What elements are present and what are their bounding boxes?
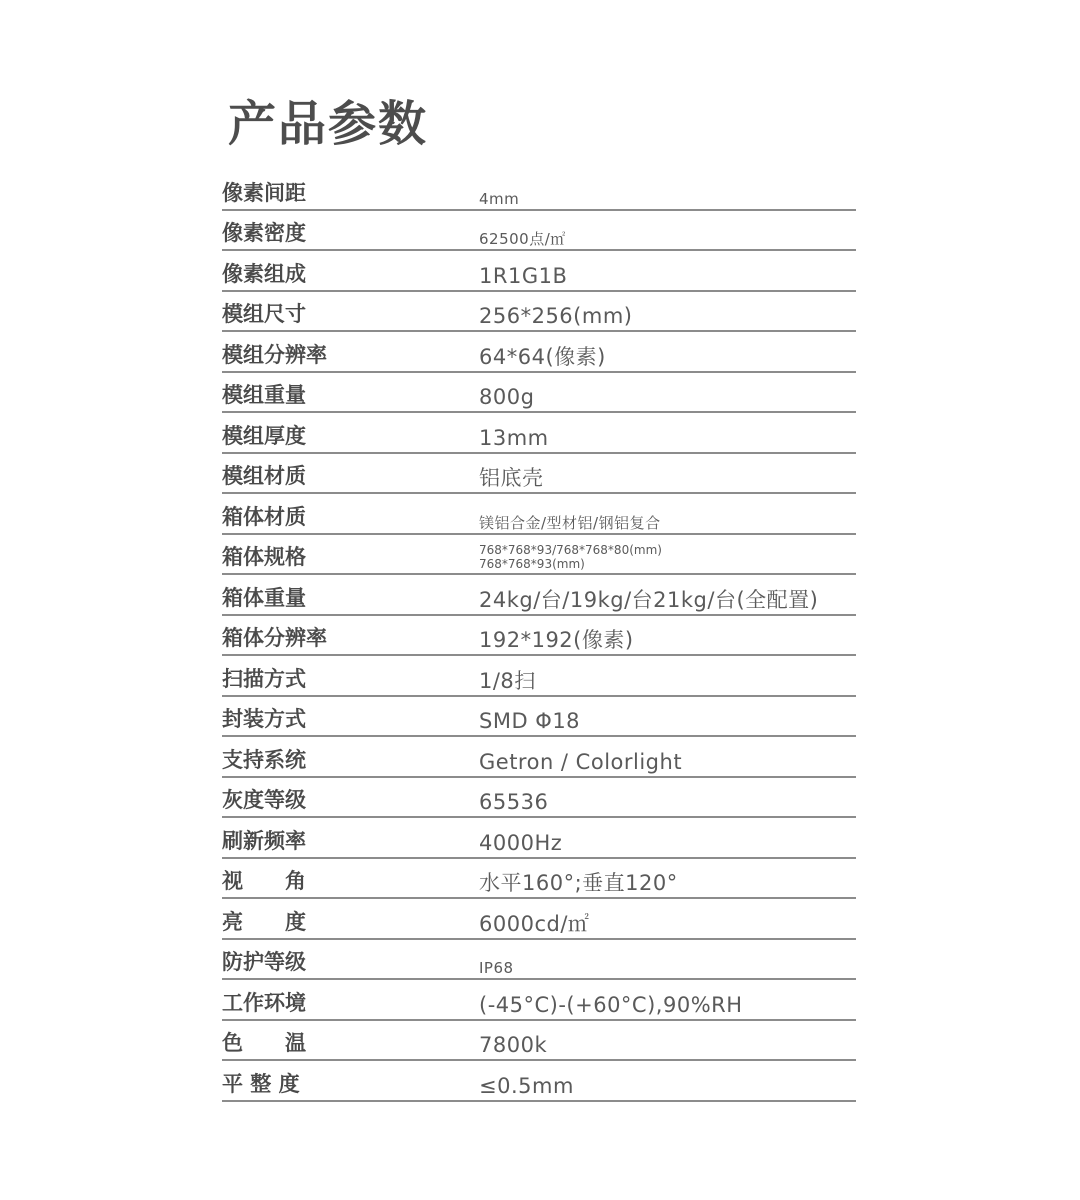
spec-row-cabinet-resolution [222,616,856,657]
spec-value: 4000Hz [479,830,563,855]
spec-label: 视 角 [222,869,306,893]
spec-row-module-resolution [222,332,856,373]
spec-label: 像素组成 [222,261,306,286]
spec-value: SMD Φ18 [479,709,581,733]
spec-value: 800g [479,385,535,409]
spec-label: 模组重量 [222,383,306,407]
spec-value: 7800k [479,1033,548,1057]
spec-value: 4mm [479,189,520,208]
spec-row-pixel-density [222,211,856,252]
spec-row-viewing-angle [222,859,856,900]
spec-label: 像素间距 [222,180,306,205]
spec-value: Getron / Colorlight [479,749,683,774]
spec-value: (-45°C)-(+60°C),90%RH [479,992,743,1017]
spec-row-cabinet-weight [222,575,856,616]
spec-label: 色 温 [222,1031,306,1055]
spec-row-refresh-rate [222,818,856,859]
spec-value: 1/8扫 [479,668,536,693]
spec-label: 平 整 度 [222,1071,300,1096]
spec-label: 模组尺寸 [222,302,306,326]
spec-label: 扫描方式 [222,666,306,691]
spec-label: 灰度等级 [222,788,306,812]
spec-row-module-thickness [222,413,856,454]
spec-row-package [222,697,856,738]
spec-label: 箱体分辨率 [222,626,327,650]
spec-row-protection [222,940,856,981]
spec-row-module-size [222,292,856,333]
spec-row-cabinet-spec [222,535,856,576]
spec-value: 镁铝合金/型材铝/钢铝复合 [479,513,661,532]
spec-value [479,543,662,571]
spec-value: 64*64(像素) [479,344,606,369]
spec-label: 工作环境 [222,990,306,1015]
spec-row-brightness [222,899,856,940]
spec-row-color-temp [222,1021,856,1062]
spec-row-module-weight [222,373,856,414]
spec-value: 65536 [479,790,549,814]
spec-label: 箱体规格 [222,545,306,569]
spec-label: 支持系统 [222,747,306,772]
spec-row-scan-mode [222,656,856,697]
spec-label: 模组厚度 [222,423,306,448]
spec-value-line: 768*768*93(mm) [479,557,585,571]
spec-row-module-material [222,454,856,495]
spec-value: 水平160°;垂直120° [479,871,678,895]
spec-value: 256*256(mm) [479,304,633,328]
spec-row-gray-level [222,778,856,819]
spec-label: 模组材质 [222,464,306,488]
spec-row-flatness [222,1061,856,1102]
spec-value: 62500点/㎡ [479,230,566,248]
spec-table [222,170,856,1102]
spec-value: 1R1G1B [479,263,568,288]
page-title: 产品参数 [228,96,429,152]
spec-label: 封装方式 [222,707,306,731]
spec-label: 像素密度 [222,221,306,245]
spec-value: 24kg/台/19kg/台21kg/台(全配置) [479,587,819,612]
spec-row-environment [222,980,856,1021]
spec-row-pixel-pitch [222,170,856,211]
spec-value: 13mm [479,425,549,450]
spec-value: IP68 [479,959,514,977]
spec-label: 防护等级 [222,950,306,974]
spec-value-line: 768*768*93/768*768*80(mm) [479,543,662,557]
spec-value: 192*192(像素) [479,628,634,652]
spec-row-system [222,737,856,778]
spec-label: 刷新频率 [222,828,306,853]
spec-label: 箱体重量 [222,585,306,610]
spec-row-cabinet-material [222,494,856,535]
spec-value: 6000cd/㎡ [479,911,590,936]
spec-value: 铝底壳 [479,466,544,490]
spec-label: 箱体材质 [222,504,306,529]
spec-row-pixel-composition [222,251,856,292]
spec-value: ≤0.5mm [479,1073,574,1098]
spec-label: 模组分辨率 [222,342,327,367]
spec-label: 亮 度 [222,909,306,934]
